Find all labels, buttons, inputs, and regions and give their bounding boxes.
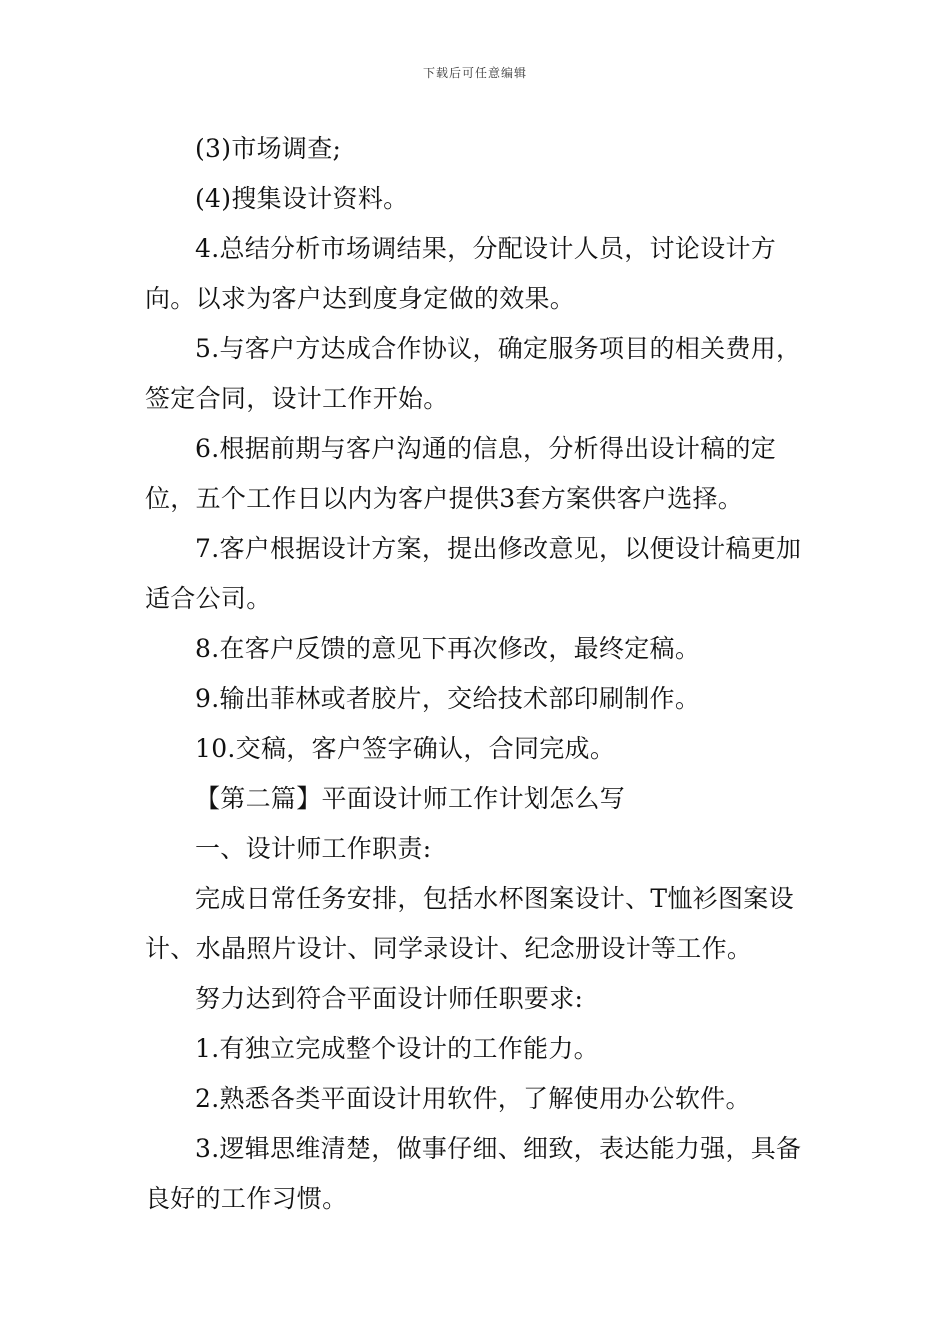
document-body bbox=[145, 124, 810, 1224]
paragraph-step-10: 10.交稿，客户签字确认，合同完成。 bbox=[195, 734, 616, 763]
requirement-3: 3.逻辑思维清楚，做事仔细、细致，表达能力强，具备良好的工作习惯。 bbox=[145, 1134, 802, 1213]
subheading-designer-duties: 一、设计师工作职责: bbox=[195, 834, 432, 863]
requirement-1: 1.有独立完成整个设计的工作能力。 bbox=[195, 1034, 599, 1063]
paragraph-step-4: 4.总结分析市场调结果，分配设计人员，讨论设计方向。以求为客户达到度身定做的效果。 bbox=[145, 234, 777, 313]
section-heading-part-two: 【第二篇】平面设计师工作计划怎么写 bbox=[195, 784, 626, 813]
paragraph-step-6: 6.根据前期与客户沟通的信息，分析得出设计稿的定位，五个工作日以内为客户提供3套方案供客户选择。 bbox=[145, 434, 777, 513]
paragraph-requirements-intro: 努力达到符合平面设计师任职要求: bbox=[195, 984, 584, 1013]
paragraph-step-7: 7.客户根据设计方案，提出修改意见，以便设计稿更加适合公司。 bbox=[145, 534, 802, 613]
paragraph-collect-materials: (4)搜集设计资料。 bbox=[195, 184, 409, 213]
paragraph-step-8: 8.在客户反馈的意见下再次修改，最终定稿。 bbox=[195, 634, 701, 663]
paragraph-step-5: 5.与客户方达成合作协议，确定服务项目的相关费用，签定合同，设计工作开始。 bbox=[145, 334, 802, 413]
requirement-2: 2.熟悉各类平面设计用软件，了解使用办公软件。 bbox=[195, 1084, 751, 1113]
paragraph-daily-tasks: 完成日常任务安排，包括水杯图案设计、T恤衫图案设计、水晶照片设计、同学录设计、纪念册设计等工作。 bbox=[145, 884, 794, 963]
paragraph-step-9: 9.输出菲林或者胶片，交给技术部印刷制作。 bbox=[195, 684, 701, 713]
page-header: 下载后可任意编辑 bbox=[422, 66, 527, 80]
paragraph-market-research: (3)市场调查; bbox=[195, 134, 342, 163]
